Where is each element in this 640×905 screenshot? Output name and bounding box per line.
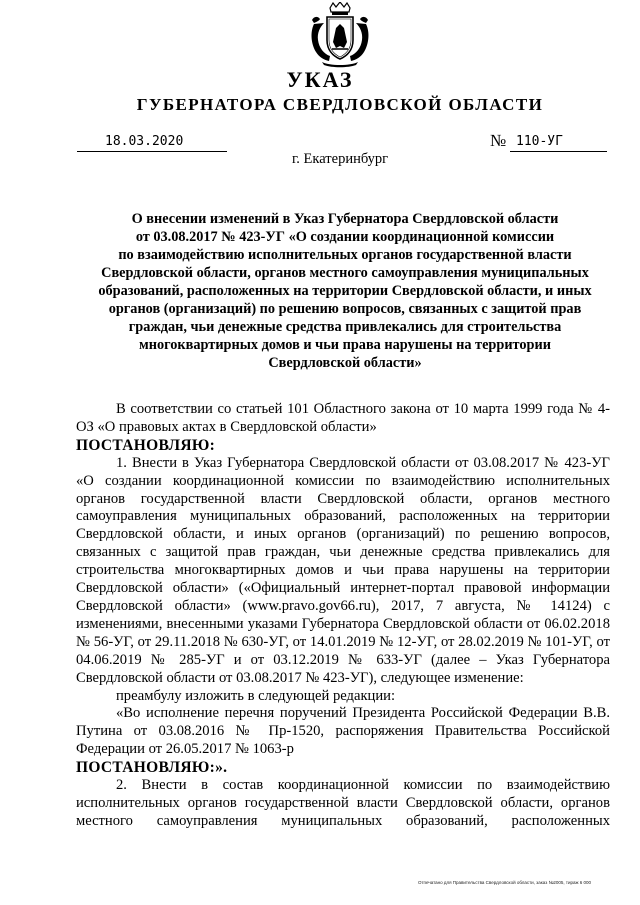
- heading-line: от 03.08.2017 № 423-УГ «О создании координационной комиссии: [135, 229, 555, 245]
- print-note: Отпечатано для Правительства Свердловской области, заказ №2005, тираж 6 000: [418, 880, 592, 885]
- preamble-quote: «Во исполнение перечня поручений Президента Российской Федерации В.В. Путина от 03.08.2016 № Пр-1520, распоряжения Правительства Российской Федерации от 26.05.2017 № 1063-р: [76, 705, 610, 758]
- sverdlovsk-coat-of-arms-icon: [302, 2, 378, 68]
- decree-number-field: [510, 133, 607, 152]
- heading-line: Свердловской области, органов местного самоуправления муниципальных: [101, 265, 589, 281]
- heading-line: Свердловской области»: [268, 355, 422, 371]
- heading-line: по взаимодействию исполнительных органов государственной власти: [118, 247, 572, 263]
- decree-body: [76, 401, 610, 831]
- document-title: УКАЗ: [286, 67, 354, 92]
- heading-line: граждан, чьи денежные средства привлекались для строительства: [128, 319, 562, 335]
- document-issuer: ГУБЕРНАТОРА СВЕРДЛОВСКОЙ ОБЛАСТИ: [136, 95, 544, 114]
- decree-heading: [75, 210, 615, 372]
- decree-number: 110-УГ: [516, 134, 563, 149]
- city-name: г. Екатеринбург: [292, 151, 389, 167]
- decree-date-field: [77, 133, 227, 152]
- intro-paragraph: В соответствии со статьей 101 Областного закона от 10 марта 1999 года № 4-ОЗ «О правовых актах в Свердловской области»: [76, 401, 610, 435]
- heading-line: многоквартирных домов и чьи права нарушены на территории: [139, 337, 551, 353]
- item-1-paragraph: 1. Внести в Указ Губернатора Свердловской области от 03.08.2017 № 423-УГ «О создании координационной комиссии по взаимодействию исполнительных органов государственной власти Свердловской области, органов местного самоуправления муниципальных образований, расположенных на территории Свердловской области, и иных органов (организаций) по решению вопросов, связанных с защитой прав граждан, чьи денежные средства привлекались для строительства многоквартирных домов и чьи права нарушены на территории Свердловской области» («Официальный интернет-портал правовой информации Свердловской области» (www.pravo.gov66.ru), 2017, 7 августа, № 14124) с изменениями, внесенными указами Губернатора Свердловской области от 06.02.2018 № 56-УГ, от 29.11.2018 № 630-УГ, от 14.01.2019 № 12-УГ, от 28.02.2019 № 101-УГ, от 04.06.2019 № 285-УГ и от 03.12.2019 № 633-УГ (далее – Указ Губернатора Свердловской области от 03.08.2017 № 423-УГ), следующее изменение:: [76, 454, 610, 686]
- item-2-paragraph: 2. Внести в состав координационной комиссии по взаимодействию исполнительных органов государственной власти Свердловской области, органов местного самоуправления муниципальных образований, расположенных: [76, 777, 610, 829]
- quote-end-postanovlyayu: ПОСТАНОВЛЯЮ:».: [76, 759, 228, 777]
- postanovlyayu-heading: ПОСТАНОВЛЯЮ:: [76, 436, 216, 454]
- decree-date: 18.03.2020: [105, 134, 184, 149]
- preamble-note: преамбулу изложить в следующей редакции:: [116, 687, 396, 704]
- number-sign: №: [490, 131, 507, 150]
- heading-line: О внесении изменений в Указ Губернатора Свердловской области: [131, 211, 559, 227]
- heading-line: образований, расположенных на территории Свердловской области, и иных: [98, 283, 592, 299]
- heading-line: органов (организаций) по решению вопросов, связанных с защитой прав: [108, 301, 582, 317]
